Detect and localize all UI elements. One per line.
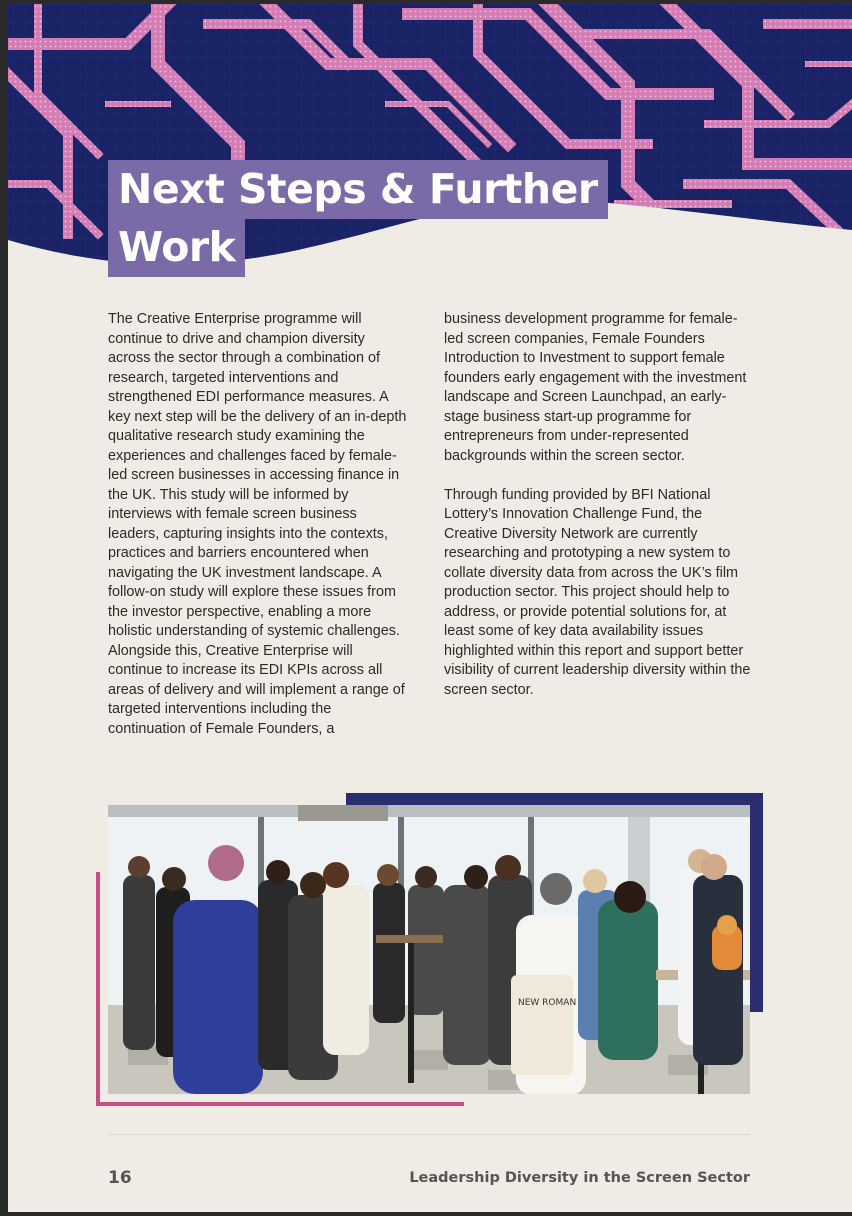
paragraph: The Creative Enterprise programme will continue to drive and champion diversity across the sector through a combination of research, targeted interventions and strengthened EDI performance measures. A key next step will be the delivery of an in-depth qualitative research study examining the experiences and challenges faced by female-led screen businesses in accessing finance in the UK. This study will be informed by interviews with female screen business leaders, capturing insights into the contexts, practices and barriers encountered when navigating the UK investment landscape. A follow-on study will explore these issues from the investor perspective, enabling a more holistic understanding of systemic challenges. Alongside this, Creative Enterprise will continue to increase its EDI KPIs across all areas of delivery and will implement a range of targeted interventions including the continuation of Female Founders, a bbox=[108, 311, 407, 737]
event-photo bbox=[108, 805, 750, 1094]
body-column-right bbox=[444, 310, 756, 700]
paragraph: Through funding provided by BFI National Lottery’s Innovation Challenge Fund, the Creative Diversity Network are currently researching and prototyping a new system to collate diversity data from across the UK’s film production sector. This project should help to address, or provide potential solutions for, at least some of key data availability issues highlighted within this report and support better visibility of current leadership diversity within the screen sector. bbox=[444, 486, 751, 698]
footer-rule bbox=[108, 1134, 750, 1135]
bag-text: NEW ROMAN bbox=[518, 998, 577, 1008]
title-line-2: Work bbox=[108, 218, 245, 277]
page-title bbox=[108, 160, 608, 277]
publication-title: Leadership Diversity in the Screen Sector bbox=[409, 1170, 750, 1186]
body-column-left bbox=[108, 310, 408, 739]
document-page bbox=[8, 4, 852, 1212]
photo-frame-pink-horizontal bbox=[96, 1102, 464, 1106]
photo-frame-pink-vertical bbox=[96, 872, 100, 1105]
page-number: 16 bbox=[108, 1168, 132, 1188]
paragraph: business development programme for female-led screen companies, Female Founders Introduction to Investment to support female founders early engagement with the investment landscape and Screen Launchpad, an early-stage business start-up programme for entrepreneurs from under-represented backgrounds within the screen sector. bbox=[444, 311, 747, 464]
title-line-1: Next Steps & Further bbox=[108, 160, 608, 219]
